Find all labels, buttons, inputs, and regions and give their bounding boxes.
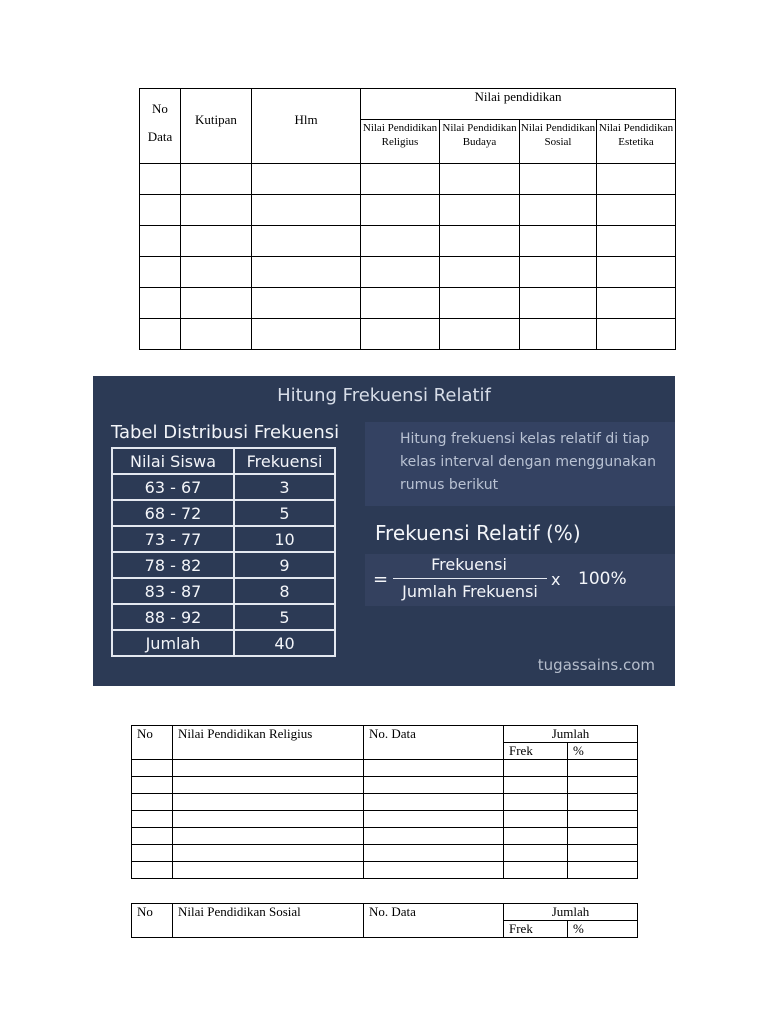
empty-cell — [597, 319, 676, 350]
formula-denominator: Jumlah Frekuensi — [402, 582, 538, 601]
table-row — [132, 845, 638, 862]
total-freq-cell: 40 — [234, 630, 335, 656]
percent-header: % — [568, 743, 638, 760]
empty-cell — [364, 862, 504, 879]
empty-cell — [132, 794, 173, 811]
empty-cell — [252, 195, 361, 226]
empty-cell — [173, 777, 364, 794]
empty-cell — [504, 811, 568, 828]
table-row — [112, 552, 335, 578]
jumlah-header: Jumlah — [504, 726, 638, 743]
empty-cell — [504, 777, 568, 794]
empty-cell — [364, 845, 504, 862]
table-row — [112, 604, 335, 630]
equals-sign: = — [373, 569, 389, 590]
empty-cell — [361, 226, 440, 257]
freq-cell: 3 — [234, 474, 335, 500]
range-cell: 63 - 67 — [112, 474, 234, 500]
empty-cell — [132, 845, 173, 862]
times-sign: x — [551, 570, 561, 589]
range-cell: 78 - 82 — [112, 552, 234, 578]
freq-cell: 10 — [234, 526, 335, 552]
table-row — [112, 630, 335, 656]
frekuensi-relatif-banner — [93, 376, 675, 686]
range-cell: 68 - 72 — [112, 500, 234, 526]
table-row — [112, 500, 335, 526]
frek-header: Frek — [504, 743, 568, 760]
col-nilai-siswa: Nilai Siswa — [112, 448, 234, 474]
distribution-table — [111, 447, 336, 657]
empty-cell — [504, 862, 568, 879]
empty-cell — [364, 777, 504, 794]
empty-cell — [140, 319, 181, 350]
table-row — [112, 474, 335, 500]
banner-title: Hitung Frekuensi Relatif — [277, 385, 491, 406]
empty-cell — [173, 862, 364, 879]
empty-cell — [568, 811, 638, 828]
empty-cell — [361, 257, 440, 288]
jumlah-cell: Jumlah — [112, 630, 234, 656]
banner-subtitle: Tabel Distribusi Frekuensi — [111, 422, 340, 443]
empty-cell — [520, 288, 597, 319]
empty-cell — [140, 195, 181, 226]
empty-cell — [440, 319, 520, 350]
sosial-header: Nilai Pendidikan Sosial — [520, 120, 597, 164]
empty-cell — [504, 845, 568, 862]
empty-cell — [140, 257, 181, 288]
empty-cell — [252, 226, 361, 257]
empty-cell — [252, 257, 361, 288]
empty-cell — [173, 794, 364, 811]
empty-cell — [440, 195, 520, 226]
empty-cell — [440, 226, 520, 257]
table-title: Nilai Pendidikan Sosial — [173, 904, 364, 938]
hlm-header: Hlm — [252, 89, 361, 164]
empty-cell — [181, 319, 252, 350]
empty-cell — [520, 319, 597, 350]
no-data-header: No. Data — [364, 726, 504, 760]
empty-cell — [173, 811, 364, 828]
formula-title: Frekuensi Relatif (%) — [375, 521, 581, 545]
table-row — [140, 226, 676, 257]
empty-cell — [568, 862, 638, 879]
empty-cell — [132, 811, 173, 828]
table-row — [132, 777, 638, 794]
empty-cell — [568, 828, 638, 845]
range-cell: 83 - 87 — [112, 578, 234, 604]
empty-cell — [504, 828, 568, 845]
no-header: No — [132, 904, 173, 938]
empty-cell — [132, 828, 173, 845]
empty-cell — [361, 164, 440, 195]
jumlah-header: Jumlah — [504, 904, 638, 921]
religius-table — [131, 725, 638, 879]
empty-cell — [181, 164, 252, 195]
freq-cell: 9 — [234, 552, 335, 578]
table-row — [132, 811, 638, 828]
empty-cell — [132, 777, 173, 794]
empty-cell — [361, 288, 440, 319]
table-row — [140, 164, 676, 195]
percent-header: % — [568, 921, 638, 938]
empty-cell — [173, 845, 364, 862]
religius-header: Nilai Pendidikan Religius — [361, 120, 440, 164]
empty-cell — [140, 288, 181, 319]
empty-cell — [520, 164, 597, 195]
range-cell: 88 - 92 — [112, 604, 234, 630]
empty-cell — [568, 760, 638, 777]
no-data-header: No. Data — [364, 904, 504, 938]
freq-cell: 8 — [234, 578, 335, 604]
empty-cell — [597, 195, 676, 226]
nilai-pendidikan-table — [139, 88, 676, 350]
empty-cell — [440, 164, 520, 195]
empty-cell — [173, 828, 364, 845]
empty-cell — [132, 862, 173, 879]
frek-header: Frek — [504, 921, 568, 938]
freq-cell: 5 — [234, 604, 335, 630]
table-row — [140, 319, 676, 350]
banner-description: Hitung frekuensi kelas relatif di tiap kelas interval dengan menggunakan rumus berikut — [400, 431, 656, 493]
table-row — [132, 828, 638, 845]
empty-cell — [132, 760, 173, 777]
empty-cell — [364, 794, 504, 811]
table-row — [140, 288, 676, 319]
empty-cell — [181, 288, 252, 319]
table-row — [132, 794, 638, 811]
table-row — [112, 578, 335, 604]
table2-body — [132, 760, 638, 879]
formula-numerator: Frekuensi — [431, 555, 507, 574]
empty-cell — [361, 195, 440, 226]
empty-cell — [568, 845, 638, 862]
empty-cell — [520, 257, 597, 288]
no-label: No — [152, 101, 168, 116]
empty-cell — [252, 319, 361, 350]
col-frekuensi: Frekuensi — [234, 448, 335, 474]
empty-cell — [361, 319, 440, 350]
site-watermark: tugassains.com — [537, 656, 655, 674]
empty-cell — [504, 794, 568, 811]
fraction-line — [393, 578, 547, 579]
no-data-header — [140, 89, 181, 164]
table-row — [132, 760, 638, 777]
budaya-header: Nilai Pendidikan Budaya — [440, 120, 520, 164]
table-title: Nilai Pendidikan Religius — [173, 726, 364, 760]
table-row — [132, 862, 638, 879]
empty-cell — [440, 257, 520, 288]
sosial-table — [131, 903, 638, 938]
freq-cell: 5 — [234, 500, 335, 526]
empty-cell — [364, 811, 504, 828]
empty-cell — [173, 760, 364, 777]
empty-cell — [504, 760, 568, 777]
empty-cell — [597, 226, 676, 257]
table-row — [140, 195, 676, 226]
table-row — [112, 526, 335, 552]
formula-percent: 100% — [578, 569, 627, 589]
empty-cell — [568, 794, 638, 811]
table-row — [140, 257, 676, 288]
empty-cell — [568, 777, 638, 794]
empty-cell — [140, 226, 181, 257]
nilai-pendidikan-header: Nilai pendidikan — [361, 89, 676, 120]
empty-cell — [364, 760, 504, 777]
empty-cell — [181, 195, 252, 226]
empty-cell — [520, 195, 597, 226]
empty-cell — [140, 164, 181, 195]
empty-cell — [597, 288, 676, 319]
estetika-header: Nilai Pendidikan Estetika — [597, 120, 676, 164]
empty-cell — [597, 257, 676, 288]
data-label: Data — [147, 129, 173, 144]
empty-cell — [597, 164, 676, 195]
empty-cell — [252, 164, 361, 195]
empty-cell — [181, 226, 252, 257]
no-header: No — [132, 726, 173, 760]
empty-cell — [364, 828, 504, 845]
empty-cell — [181, 257, 252, 288]
empty-cell — [440, 288, 520, 319]
empty-cell — [520, 226, 597, 257]
range-cell: 73 - 77 — [112, 526, 234, 552]
kutipan-header: Kutipan — [181, 89, 252, 164]
table1-body — [140, 164, 676, 350]
empty-cell — [252, 288, 361, 319]
